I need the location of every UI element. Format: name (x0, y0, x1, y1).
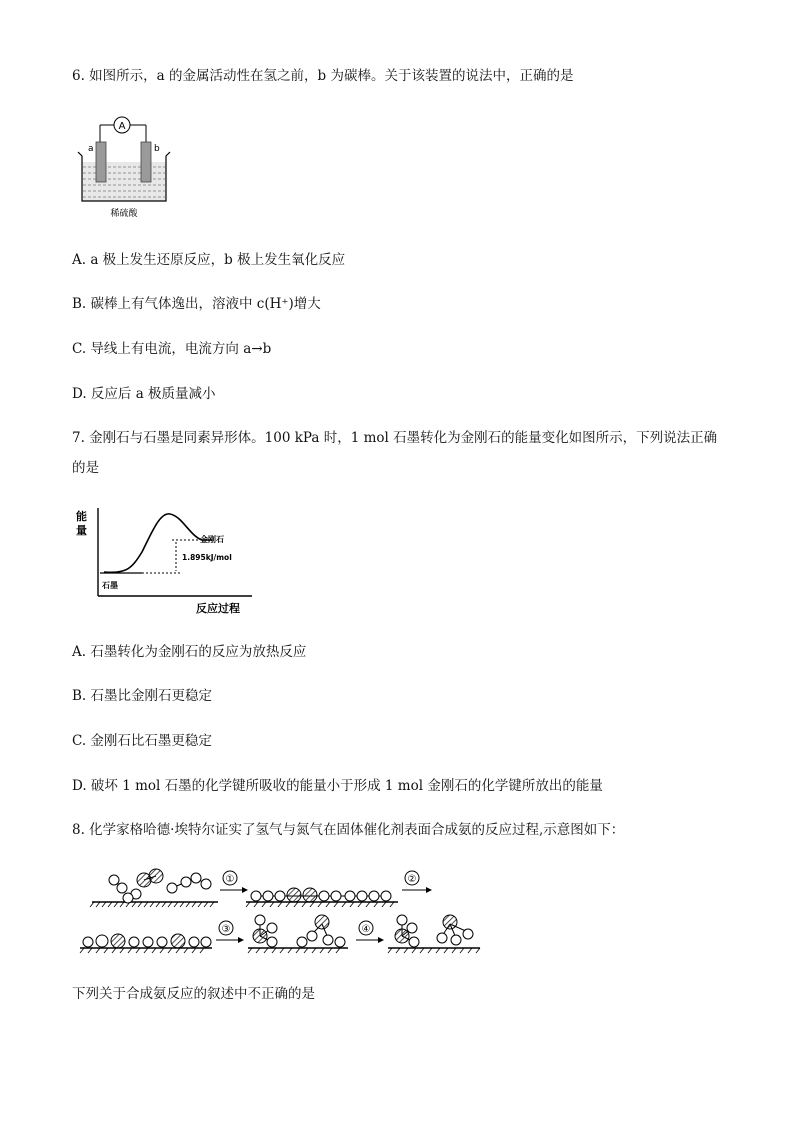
surface-2 (246, 888, 398, 907)
ammeter-label: A (118, 121, 126, 132)
question-7-option-c: C. 金刚石比石墨更稳定 (72, 733, 212, 749)
energy-axis-label: 能 (76, 510, 87, 523)
question-6-stem: 6. 如图所示，a 的金属活动性在氢之前，b 为碳棒。关于该装置的说法中，正确的是 (72, 68, 574, 84)
step-3-arrow (216, 921, 244, 943)
step-3-label: ③ (221, 924, 231, 935)
question-8-followup: 下列关于合成氨反应的叙述中不正确的是 (72, 986, 315, 1002)
high-level-label: 金刚石 (200, 535, 224, 544)
question-7-option-a: A. 石墨转化为金刚石的反应为放热反应 (72, 644, 307, 660)
question-7-stem-line2: 的是 (72, 460, 99, 476)
question-6-option-b: B. 碳棒上有气体逸出，溶液中 c(H⁺)增大 (72, 296, 321, 312)
question-8-stem: 8. 化学家格哈德·埃特尔证实了氢气与氮气在固体催化剂表面合成氨的反应过程,示意图如下： (72, 822, 625, 838)
surface-4 (248, 915, 348, 953)
process-axis-label: 反应过程 (196, 602, 240, 615)
question-6-option-c: C. 导线上有电流，电流方向 a→b (72, 341, 272, 357)
electrode-a (96, 142, 106, 182)
energy-diagram-figure (72, 502, 262, 618)
surface-3 (80, 934, 212, 953)
gap-label: 1.895kJ/mol (182, 553, 232, 562)
question-6-option-d: D. 反应后 a 极质量减小 (72, 386, 216, 402)
step-4-label: ④ (361, 924, 371, 935)
electrode-b-label: b (154, 144, 160, 154)
step-1-arrow (220, 871, 248, 893)
electrode-a-label: a (88, 144, 94, 154)
electrode-b (141, 142, 151, 182)
liquid (82, 162, 166, 201)
surface-5 (388, 915, 480, 953)
low-level-label: 石墨 (102, 581, 118, 590)
question-6-option-a: A. a 极上发生还原反应，b 极上发生氧化反应 (72, 252, 346, 268)
ammonia-synthesis-figure (76, 858, 496, 958)
question-7-option-b: B. 石墨比金刚石更稳定 (72, 688, 213, 704)
step-1-label: ① (225, 874, 235, 885)
step-4-arrow (356, 921, 384, 943)
question-7-option-d: D. 破坏 1 mol 石墨的化学键所吸收的能量小于形成 1 mol 金刚石的化学键所放出的能量 (72, 778, 603, 794)
step-2-arrow (402, 871, 432, 893)
surface-1 (90, 869, 218, 907)
step-2-label: ② (407, 874, 417, 885)
solution-label: 稀硫酸 (110, 209, 138, 219)
electrochemical-cell-figure (74, 112, 174, 224)
question-7-stem-line1: 7. 金刚石与石墨是同素异形体。100 kPa 时，1 mol 石墨转化为金刚石的能量变化如图所示，下列说法正确 (72, 430, 718, 446)
reaction-curve (104, 514, 212, 573)
energy-axis-label-2: 量 (76, 524, 87, 537)
